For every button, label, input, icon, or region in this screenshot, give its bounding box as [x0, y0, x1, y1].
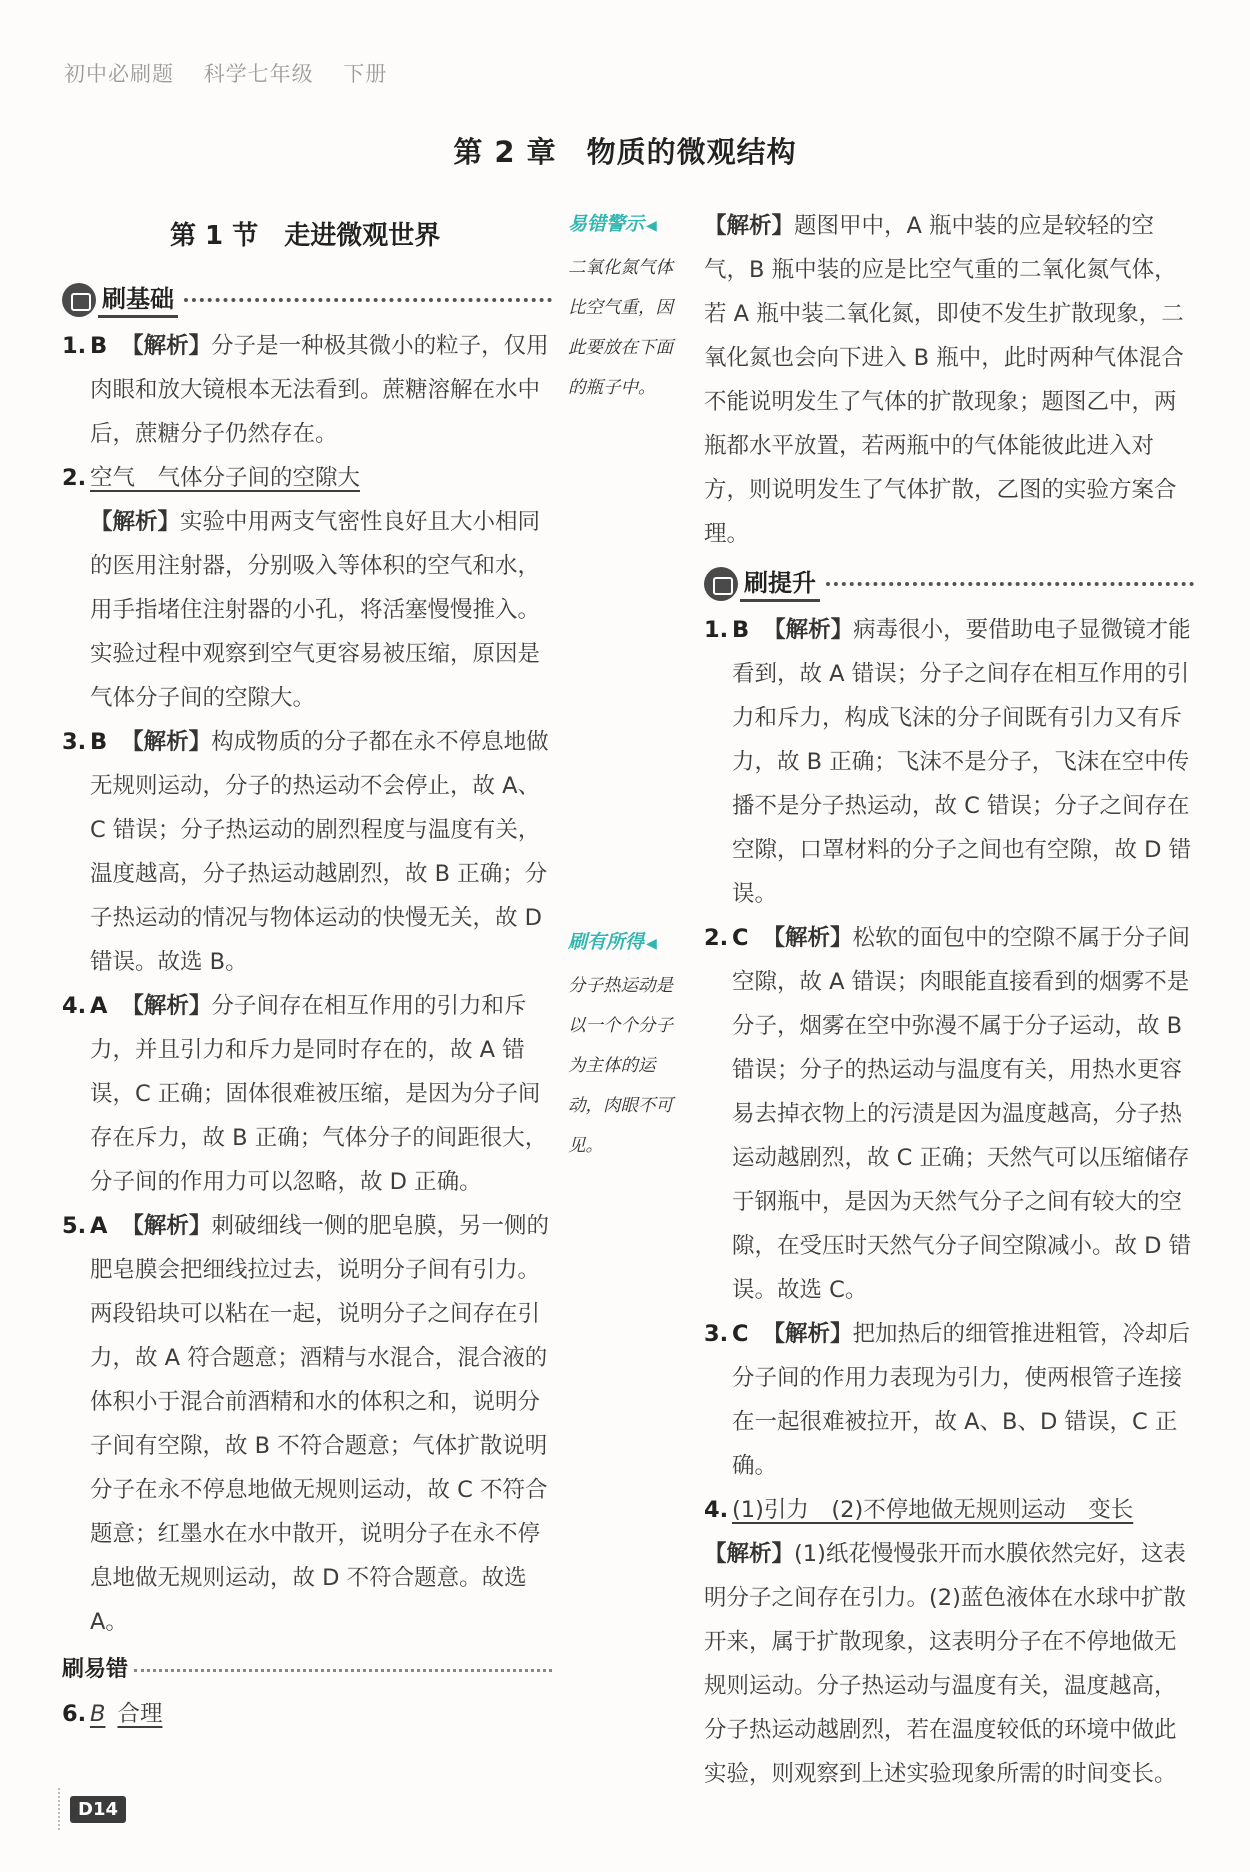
answer-letter: C	[732, 925, 749, 951]
improve-item-2	[704, 916, 1194, 1312]
note-title	[568, 924, 690, 962]
answer-item-5	[62, 1204, 552, 1644]
item-number: 3.	[62, 729, 87, 755]
item-number: 4.	[62, 993, 87, 1019]
note-title-text: 刷有所得	[568, 931, 645, 953]
analysis-tag: 【解析】	[704, 213, 795, 239]
page-number: D14	[70, 1796, 126, 1823]
triangle-icon: ◀	[646, 936, 657, 952]
subject-name: 科学七年级	[203, 62, 314, 86]
analysis-text: 病毒很小，要借助电子显微镜才能看到，故 A 错误；分子之间存在相互作用的引力和斥力，构成飞沫的分子间既有引力又有斥力，故 B 正确；飞沫不是分子，飞沫在空中传播不是分子热运动，故 C 错误；分子之间存在空隙，口罩材料的分子之间也有空隙，故 D 错误。	[732, 617, 1192, 907]
note-text: 分子热运动是以一个个分子为主体的运动，肉眼不可见。	[568, 976, 673, 1156]
triangle-icon: ◀	[646, 218, 657, 234]
improve-item-4-analysis	[704, 1532, 1194, 1796]
improve-item-3	[704, 1312, 1194, 1488]
answer-letter: C	[732, 1321, 749, 1347]
item-number: 1.	[704, 617, 729, 643]
fill-answer: 合理	[117, 1701, 163, 1727]
answer-item-6-analysis	[704, 204, 1194, 556]
item-number: 5.	[62, 1213, 87, 1239]
analysis-tag: 【解析】	[90, 509, 181, 535]
note-text: 二氧化氮气体比空气重，因此要放在下面的瓶子中。	[568, 258, 673, 398]
analysis-text: 分子间存在相互作用的引力和斥力，并且引力和斥力是同时存在的，故 A 错误，C 正确；固体很难被压缩，是因为分子间存在斥力，故 B 正确；气体分子的间距很大，分子间的作用力可以忽略，故 D 正确。	[90, 993, 548, 1195]
analysis-tag: 【解析】	[121, 729, 212, 755]
answer-letter: B	[90, 333, 108, 359]
item-number: 6.	[62, 1701, 87, 1727]
item-number: 2.	[704, 925, 729, 951]
answer-letter: A	[90, 993, 108, 1019]
note-title	[568, 206, 690, 244]
answer-item-1	[62, 324, 552, 456]
book-name: 初中必刷题	[64, 62, 174, 86]
analysis-tag: 【解析】	[762, 1321, 853, 1347]
analysis-tag: 【解析】	[121, 993, 212, 1019]
badge-improve	[704, 564, 1194, 604]
fill-answer: (1)引力 (2)不停地做无规则运动 变长	[732, 1497, 1134, 1523]
notebook-icon	[62, 283, 96, 317]
badge-basic-label: 刷基础	[98, 283, 178, 318]
answer-letter: B	[732, 617, 750, 643]
badge-error-label: 刷易错	[62, 1657, 129, 1682]
volume-name: 下册	[343, 62, 388, 86]
improve-item-1	[704, 608, 1194, 916]
section-title: 第 1 节 走进微观世界	[170, 221, 441, 251]
dotted-rule	[184, 298, 552, 302]
margin-note-summary	[568, 924, 690, 1166]
answer-letter: B	[90, 1701, 106, 1727]
badge-error	[62, 1648, 552, 1692]
left-column	[62, 272, 552, 1736]
badge-basic	[62, 280, 552, 320]
answer-letter: B	[90, 729, 108, 755]
answer-item-2-analysis	[62, 500, 552, 720]
dotted-rule	[826, 582, 1194, 586]
answer-item-6	[62, 1692, 552, 1736]
analysis-tag: 【解析】	[762, 925, 853, 951]
item-number: 3.	[704, 1321, 729, 1347]
answer-item-3	[62, 720, 552, 984]
item-number: 2.	[62, 465, 87, 491]
analysis-text: 实验中用两支气密性良好且大小相同的医用注射器，分别吸入等体积的空气和水，用手指堵住注射器的小孔，将活塞慢慢推入。实验过程中观察到空气更容易被压缩，原因是气体分子间的空隙大。	[90, 509, 541, 711]
analysis-text: 刺破细线一侧的肥皂膜，另一侧的肥皂膜会把细线拉过去，说明分子间有引力。两段铅块可以粘在一起，说明分子之间存在引力，故 A 符合题意；酒精与水混合，混合液的体积小于混合前酒精和水的体积之和，说明分子间有空隙，故 B 不符合题意；气体扩散说明分子在永不停息地做无规则运动，故 C 不符合题意；红墨水在水中散开，说明分子在永不停息地做无规则运动，故 D 不符合题意。故选 A。	[90, 1213, 549, 1635]
fill-answer: 空气 气体分子间的空隙大	[90, 465, 361, 491]
note-title-text: 易错警示	[568, 213, 645, 235]
improve-item-4	[704, 1488, 1194, 1532]
answer-item-4	[62, 984, 552, 1204]
analysis-text: (1)纸花慢慢张开而水膜依然完好，这表明分子之间存在引力。(2)蓝色液体在水球中扩散开来，属于扩散现象，这表明分子在不停地做无规则运动。分子热运动与温度有关，温度越高，分子热运动越剧烈，若在温度较低的环境中做此实验，则观察到上述实验现象所需的时间变长。	[704, 1541, 1186, 1787]
running-header	[64, 58, 409, 88]
notebook-icon	[704, 567, 738, 601]
analysis-text: 松软的面包中的空隙不属于分子间空隙，故 A 错误；肉眼能直接看到的烟雾不是分子，烟雾在空中弥漫不属于分子运动，故 B 错误；分子的热运动与温度有关，用热水更容易去掉衣物上的污渍是因为温度越高，分子热运动越剧烈，故 C 正确；天然气可以压缩储存于钢瓶中，是因为天然气分子之间有较大的空隙，在受压时天然气分子间空隙减小。故 D 错误。故选 C。	[732, 925, 1192, 1303]
answer-letter: A	[90, 1213, 108, 1239]
right-column	[704, 204, 1194, 1796]
dotted-rule	[134, 1669, 552, 1672]
answer-item-2	[62, 456, 552, 500]
item-number: 1.	[62, 333, 87, 359]
page-edge-dots	[58, 1788, 64, 1830]
analysis-text: 构成物质的分子都在永不停息地做无规则运动，分子的热运动不会停止，故 A、C 错误；分子热运动的剧烈程度与温度有关，温度越高，分子热运动越剧烈，故 B 正确；分子热运动的情况与物体运动的快慢无关，故 D 错误。故选 B。	[90, 729, 549, 975]
analysis-text: 把加热后的细管推进粗管，冷却后分子间的作用力表现为引力，使两根管子连接在一起很难被拉开，故 A、B、D 错误，C 正确。	[732, 1321, 1191, 1479]
margin-note-warning	[568, 206, 690, 408]
analysis-tag: 【解析】	[763, 617, 854, 643]
item-number: 4.	[704, 1497, 729, 1523]
analysis-tag: 【解析】	[121, 333, 212, 359]
analysis-text: 题图甲中，A 瓶中装的应是较轻的空气，B 瓶中装的应是比空气重的二氧化氮气体，若 A 瓶中装二氧化氮，即使不发生扩散现象，二氧化氮也会向下进入 B 瓶中，此时两种气体混合不能说明发生了气体的扩散现象；题图乙中，两瓶都水平放置，若两瓶中的气体能彼此进入对方，则说明发生了气体扩散，乙图的实验方案合理。	[704, 213, 1184, 547]
chapter-title: 第 2 章 物质的微观结构	[453, 135, 797, 169]
badge-improve-label: 刷提升	[740, 567, 820, 602]
analysis-text: 分子是一种极其微小的粒子，仅用肉眼和放大镜根本无法看到。蔗糖溶解在水中后，蔗糖分子仍然存在。	[90, 333, 549, 447]
analysis-tag: 【解析】	[704, 1541, 795, 1567]
analysis-tag: 【解析】	[121, 1213, 212, 1239]
